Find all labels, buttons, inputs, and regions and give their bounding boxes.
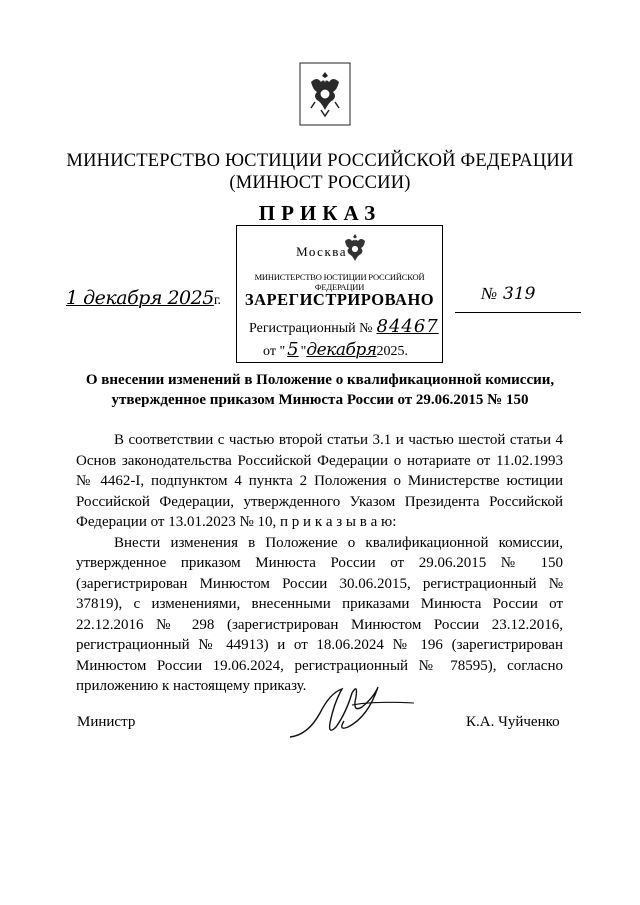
ministry-name: МИНИСТЕРСТВО ЮСТИЦИИ РОССИЙСКОЙ ФЕДЕРАЦИИ (66, 151, 574, 171)
stamp-ministry: МИНИСТЕРСТВО ЮСТИЦИИ РОССИЙСКОЙ ФЕДЕРАЦИИ (254, 272, 425, 292)
subject-line-1: О внесении изменений в Положение о квалификационной комиссии, (85, 372, 555, 388)
order-subject (60, 370, 580, 410)
order-date-handwritten: 1 декабря 2025 (66, 287, 214, 309)
coat-of-arms-icon (299, 62, 351, 126)
order-number-value: 319 (503, 284, 536, 304)
stamp-date-month: декабря (306, 340, 377, 360)
body-paragraph-1: В соответствии с частью второй статьи 3.1 и частью шестой статьи 4 Основ законодательства Российской Федерации о нотариате от 11.02.1993 № 4462-I, подпунктом 4 пункта 2 Положения о Министерстве юстиции Российской Федерации, утвержденного Указом Президента Российской Федерации от 13.01.2023 № 10, п р и к а з ы в а ю: (76, 432, 563, 530)
body-paragraph-2: Внести изменения в Положение о квалификационной комиссии, утвержденное приказом Минюста России от 29.06.2015 № 150 (зарегистрирован Минюстом России 30.06.2015, регистрационный № 37819), с изменениями, внесенными приказами Минюста России от 22.12.2016 № 298 (зарегистрирован Минюстом России 23.12.2016, регистрационный № 44913) и от 18.06.2024 № 196 (зарегистрирован Минюстом России 19.06.2024, регистрационный № 78595), согласно приложению к настоящему приказу. (76, 534, 563, 694)
stamp-city: Москва (296, 244, 347, 259)
stamp-reg-number: 84467 (376, 316, 439, 337)
signature-icon (282, 675, 422, 755)
stamp-date-year: 2025. (376, 344, 408, 359)
order-number-label: № (481, 284, 498, 303)
stamp-emblem-icon (340, 231, 370, 263)
stamp-date-line: от " 5 "декабря2025. (263, 339, 408, 360)
signatory-name: К.А. Чуйченко (466, 714, 560, 730)
order-number (455, 284, 581, 313)
order-date (66, 287, 221, 310)
subject-line-2: утвержденное приказом Минюста России от 29.06.2015 № 150 (111, 392, 529, 408)
order-date-suffix: г. (213, 293, 221, 308)
registration-stamp (236, 225, 443, 363)
ministry-short-name: (МИНЮСТ РОССИИ) (229, 173, 411, 193)
stamp-date-prefix: от (263, 344, 276, 359)
document-title: ПРИКАЗ (258, 201, 382, 225)
order-body (76, 430, 563, 697)
signatory-title: Министр (77, 714, 136, 730)
stamp-date-day: 5 (287, 339, 299, 360)
stamp-registration-line (249, 316, 439, 337)
stamp-status: ЗАРЕГИСТРИРОВАНО (244, 290, 435, 309)
stamp-reg-label: Регистрационный № (249, 321, 373, 336)
